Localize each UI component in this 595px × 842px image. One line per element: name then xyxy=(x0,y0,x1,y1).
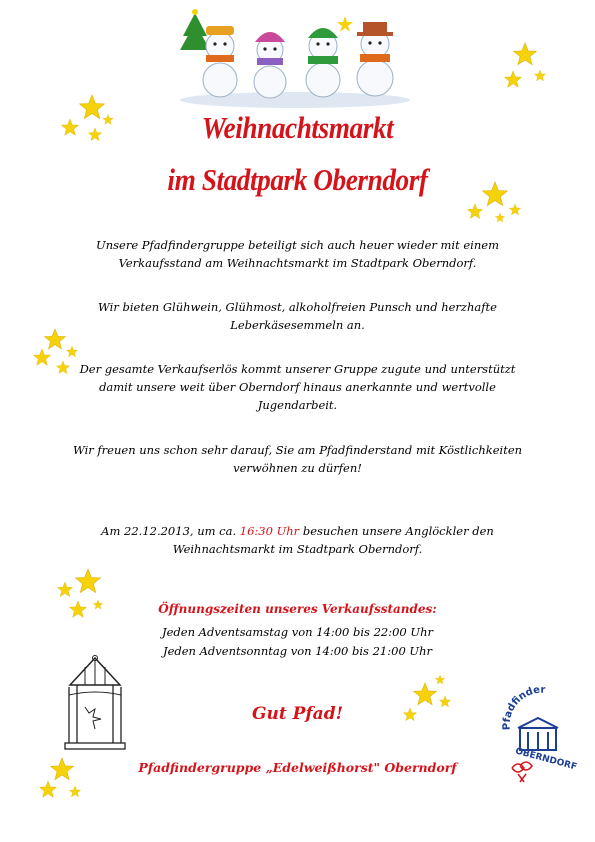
event-time: 16:30 Uhr xyxy=(239,524,300,538)
event-prefix: Am 22.12.2013, um ca. xyxy=(101,524,237,538)
logo-top-text: Pfadfinder xyxy=(501,684,546,731)
paragraph-invitation: Wir freuen uns schon sehr darauf, Sie am Pfadfinderstand mit Köstlichkeiten verwöhnen zu dürfen! xyxy=(72,443,523,475)
opening-hours-sunday: Jeden Adventsonntag von 14:00 bis 21:00 Uhr xyxy=(162,644,433,658)
logo-side-text: OBERNDORF xyxy=(514,746,578,773)
signature-group-name: Pfadfindergruppe „Edelweißhorst" Oberndorf xyxy=(138,760,457,775)
page-title-line-1: Weihnachtsmarkt xyxy=(201,110,394,145)
paragraph-intro: Unsere Pfadfindergruppe beteiligt sich auch heuer wieder mit einem Verkaufsstand am Weihnachtsmarkt im Stadtpark Oberndorf. xyxy=(96,238,499,270)
page-title-line-2: im Stadtpark Oberndorf xyxy=(167,162,428,197)
paragraph-offer: Wir bieten Glühwein, Glühmost, alkoholfreien Punsch und herzhafte Leberkäsesemmeln an. xyxy=(98,300,497,332)
paragraph-proceeds: Der gesamte Verkaufserlös kommt unserer Gruppe zugute und unterstützt damit unsere weit über Oberndorf hinaus anerkannte und wertvolle Jugendarbeit. xyxy=(79,362,516,412)
event-suffix: besuchen unsere Anglöckler den Weihnachtsmarkt im Stadtpark Oberndorf. xyxy=(172,524,494,556)
opening-hours-saturday: Jeden Adventsamstag von 14:00 bis 22:00 Uhr xyxy=(162,625,433,639)
opening-hours-title: Öffnungszeiten unseres Verkaufsstandes: xyxy=(158,602,437,616)
greeting: Gut Pfad! xyxy=(251,704,344,724)
star-icon xyxy=(33,43,545,797)
